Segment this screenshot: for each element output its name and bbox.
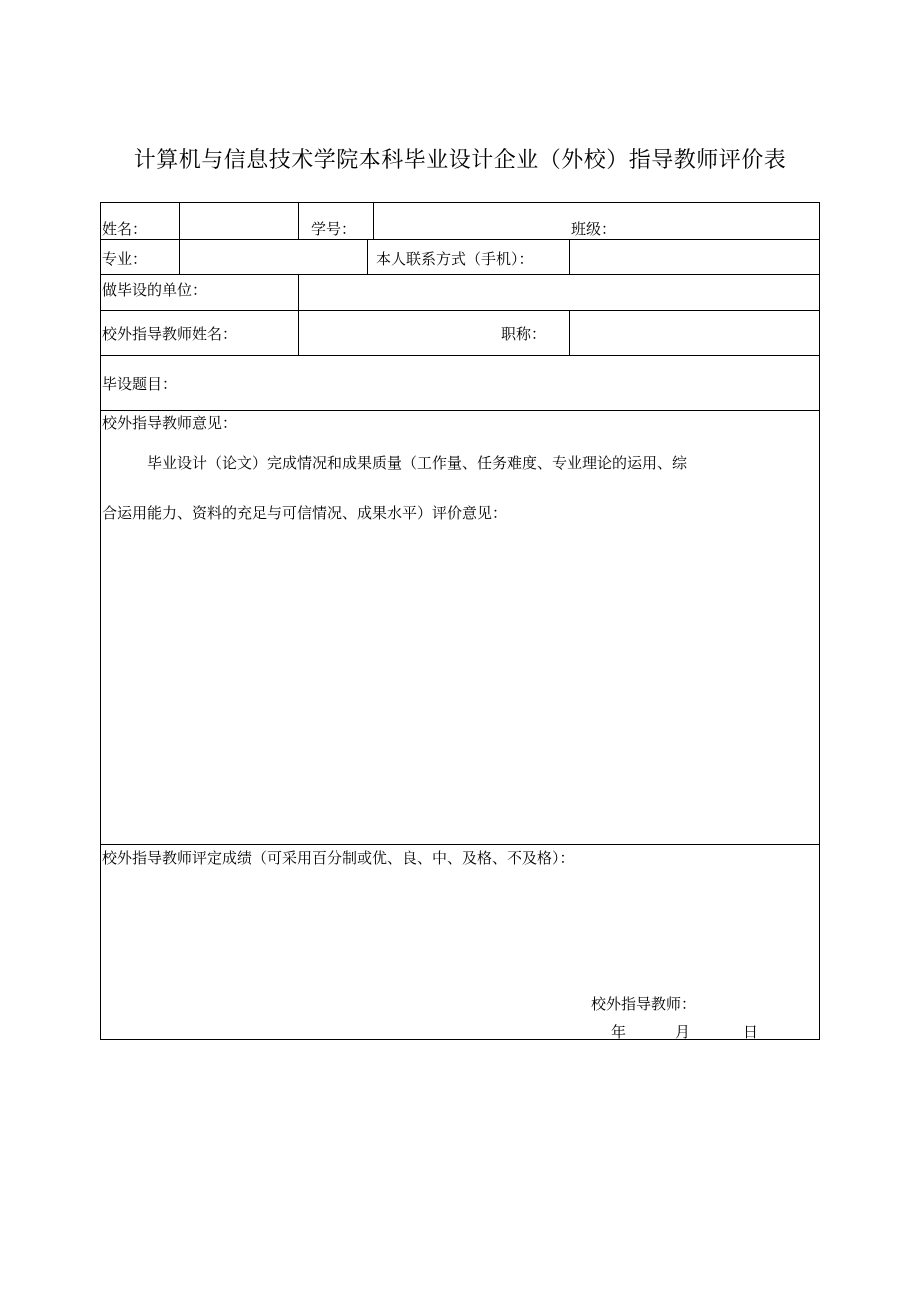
student-id-field[interactable] <box>374 203 569 239</box>
row-divider <box>101 844 819 845</box>
advisor-name-label: 校外指导教师姓名： <box>102 325 238 343</box>
opinion-prompt-line2: 合运用能力、资料的充足与可信情况、成果水平）评价意见： <box>102 504 508 522</box>
name-label: 姓名： <box>102 220 148 238</box>
signature-label: 校外指导教师： <box>591 995 697 1013</box>
row-divider <box>101 410 819 411</box>
column-divider <box>298 203 299 239</box>
opinion-text-area[interactable] <box>102 533 818 843</box>
major-field[interactable] <box>180 240 367 274</box>
date-month-label: 月 <box>675 1023 691 1041</box>
contact-label: 本人联系方式（手机）： <box>376 250 534 268</box>
evaluation-form <box>100 202 820 1040</box>
name-field[interactable] <box>180 203 298 239</box>
unit-field[interactable] <box>299 275 819 310</box>
date-year-label: 年 <box>611 1023 627 1041</box>
date-day-label: 日 <box>743 1023 759 1041</box>
form-title: 计算机与信息技术学院本科毕业设计企业（外校）指导教师评价表 <box>133 148 787 173</box>
opinion-prompt-line1: 毕业设计（论文）完成情况和成果质量（工作量、任务难度、专业理论的运用、综 <box>147 454 688 472</box>
student-id-label: 学号： <box>311 220 357 238</box>
major-label: 专业： <box>102 250 148 268</box>
topic-field[interactable] <box>181 356 819 410</box>
opinion-label: 校外指导教师意见： <box>102 414 238 432</box>
class-label: 班级： <box>571 220 617 238</box>
contact-field[interactable] <box>570 240 819 274</box>
grade-text-area[interactable] <box>102 873 818 983</box>
grade-label: 校外指导教师评定成绩（可采用百分制或优、良、中、及格、不及格）： <box>102 849 575 867</box>
column-divider <box>367 239 368 274</box>
topic-label: 毕设题目： <box>102 375 178 393</box>
title-rank-field[interactable] <box>570 311 819 355</box>
unit-label: 做毕设的单位： <box>102 281 208 299</box>
title-rank-label: 职称： <box>501 325 547 343</box>
